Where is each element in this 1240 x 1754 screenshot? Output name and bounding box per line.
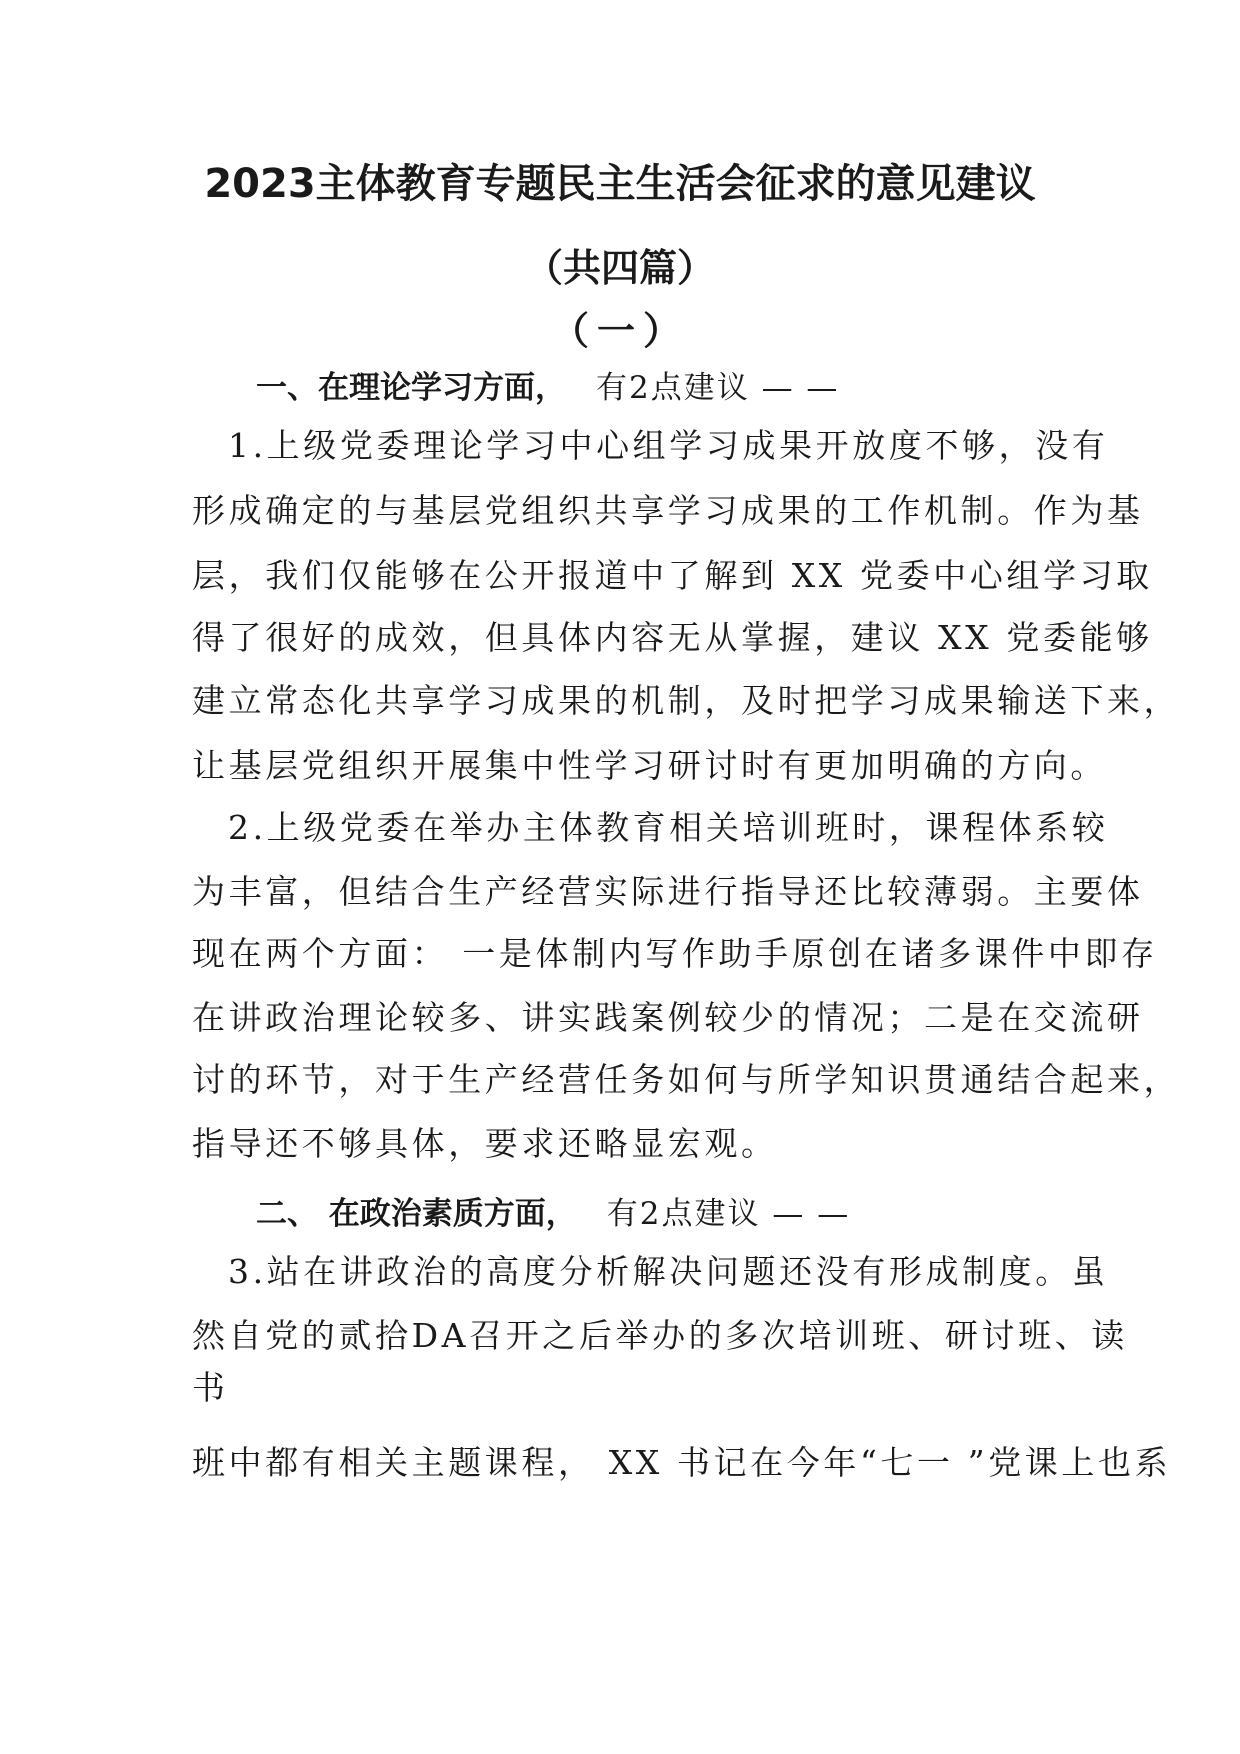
paragraph-line: 建立常态化共享学习成果的机制，及时把学习成果输送下来， [192,681,1181,720]
paragraph-line: 然自党的贰拾DA召开之后举办的多次培训班、研讨班、读 [192,1316,1128,1355]
document-subtitle: （共四篇） [524,246,715,290]
paragraph-line: 讨的环节，对于生产经营任务如何与所学知识贯通结合起来， [192,1060,1181,1099]
paragraph-line: 指导还不够具体，要求还略显宏观。 [192,1124,778,1163]
paragraph-line: 3.站在讲政治的高度分析解决问题还没有形成制度。虽 [228,1252,1109,1291]
paragraph-line: 层，我们仅能够在公开报道中了解到 XX 党委中心组学习取 [192,556,1153,595]
paragraph-line: 得了很好的成效，但具体内容无从掌握，建议 XX 党委能够 [192,618,1153,657]
paragraph-line: 2.上级党委在举办主体教育相关培训班时，课程体系较 [228,808,1109,847]
section-heading-label: 一、在理论学习方面， [256,370,566,406]
paragraph-line: 为丰富，但结合生产经营实际进行指导还比较薄弱。主要体 [192,872,1144,911]
document-title: 2023主体教育专题民主生活会征求的意见建议 [204,161,1036,207]
paragraph-line: 让基层党组织开展集中性学习研讨时有更加明确的方向。 [192,746,1107,785]
section-heading-theory-study [256,362,839,407]
part-label: （一） [550,309,689,353]
paragraph-line: 1.上级党委理论学习中心组学习成果开放度不够，没有 [228,426,1109,465]
paragraph-line: 班中都有相关主题课程， XX 书记在今年“七一 ”党课上也系 [192,1443,1172,1482]
section-heading-note: 有2点建议 — — [596,370,840,406]
section-heading-label: 二、 在政治素质方面， [256,1196,577,1232]
section-heading-political-quality [256,1188,850,1233]
paragraph-line: 书 [192,1368,229,1407]
paragraph-line: 在讲政治理论较多、讲实践案例较少的情况；二是在交流研 [192,998,1144,1037]
paragraph-line: 现在两个方面： 一是体制内写作助手原创在诸多课件中即存 [192,934,1158,973]
paragraph-line: 形成确定的与基层党组织共享学习成果的工作机制。作为基 [192,491,1144,530]
section-heading-note: 有2点建议 — — [606,1196,851,1232]
